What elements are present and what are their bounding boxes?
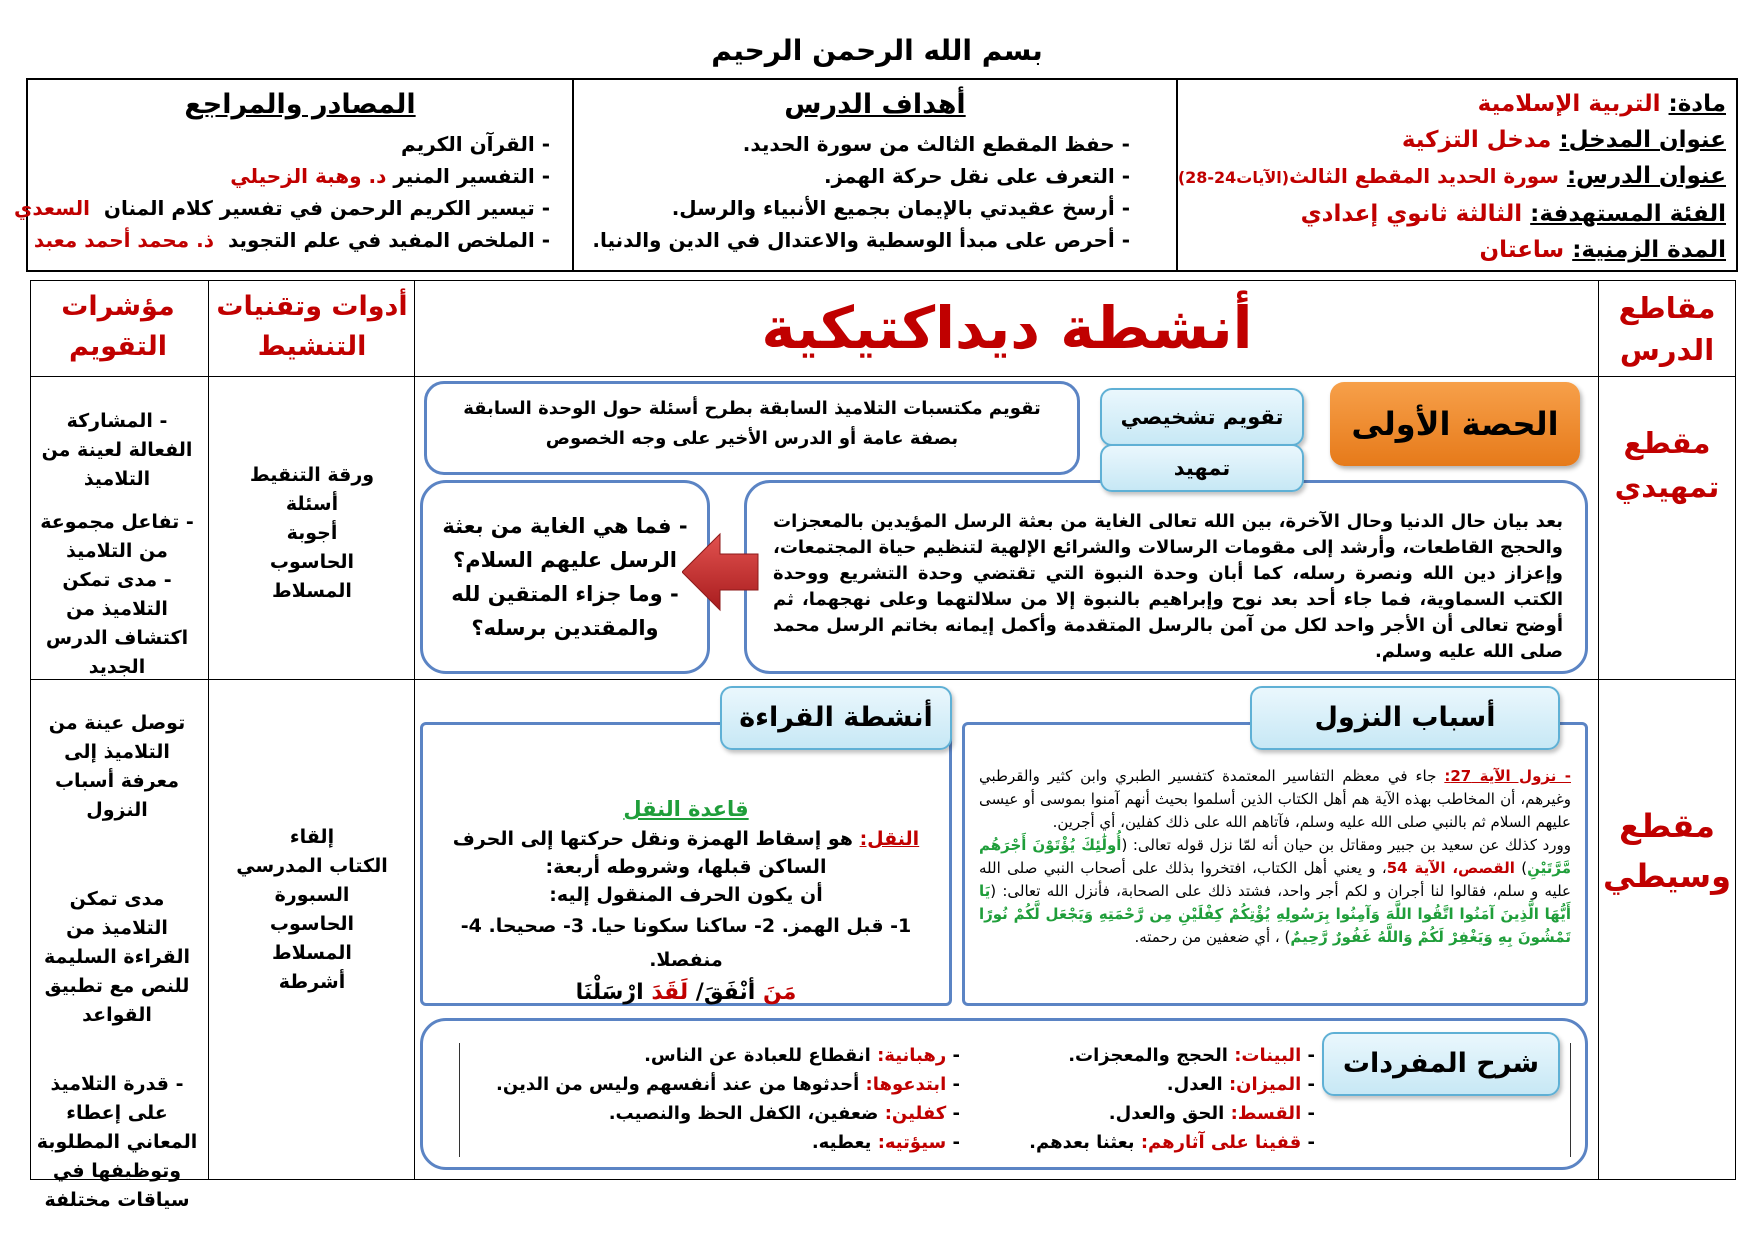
reference-title: - القرآن الكريم <box>401 132 550 156</box>
vocab-item: - البينات: الحجج والمعجزات. <box>1068 1045 1315 1066</box>
rule-definition <box>423 825 949 881</box>
subject-value: التربية الإسلامية <box>1477 91 1661 117</box>
red-arrow-icon <box>682 532 760 612</box>
revelation-reasons-text <box>965 725 1585 949</box>
vocabulary-list-right <box>975 1041 1315 1157</box>
goal-item: - أحرص على مبدأ الوسطية والاعتدال في الدين والدنيا. <box>592 228 1130 252</box>
row-divider <box>31 679 1735 680</box>
target-label: الفئة المستهدفة: <box>1530 201 1726 227</box>
tool-item: المسلاط <box>272 580 352 602</box>
evaluation-item: - تفاعل مجموعة من التلاميذ <box>40 511 194 562</box>
tool-item: الكتاب المدرسي <box>236 855 388 877</box>
reference-item <box>38 128 556 160</box>
goal-item: - التعرف على نقل حركة الهمز. <box>823 164 1130 188</box>
references-title: المصادر والمراجع <box>184 89 416 120</box>
tool-item: إلقاء <box>289 826 335 848</box>
questions-box <box>420 480 710 674</box>
segments-header: مقاطع الدرس <box>1618 291 1716 367</box>
example-word: مَنَ <box>762 980 797 1005</box>
lesson-verses: (الآيات24-28) <box>1177 168 1290 187</box>
intro-tools <box>219 461 405 606</box>
tool-item: السبورة <box>274 884 350 906</box>
vocab-item: - قفينا على آثارهم: بعثنا بعدهم. <box>1029 1132 1315 1153</box>
intro-segment-label: مقطع تمهيدي <box>1614 426 1720 504</box>
lesson-goals-cell <box>572 80 1176 270</box>
tools-header: أدوات وتقنيات التنشيط <box>216 291 408 362</box>
vocab-word: القسط: <box>1230 1103 1302 1124</box>
reference-item <box>38 160 556 192</box>
entry-label: عنوان المدخل: <box>1559 127 1726 153</box>
vocab-meaning: ضعفين، الكفل الحظ والنصيب. <box>608 1103 879 1124</box>
vocab-item: - ابتدعوها: أحدثوها من عند أنفسهم وليس من الدين. <box>496 1074 960 1095</box>
prep-box <box>744 480 1588 674</box>
example-word: لَقَدَ <box>651 980 689 1005</box>
vocab-meaning: أحدثوها من عند أنفسهم وليس من الدين. <box>496 1074 860 1095</box>
reasons-paragraph: وورد كذلك عن سعيد بن جبير ومقاتل بن حيان أنه لمّا نزل قوله تعالى: ( <box>1121 836 1571 854</box>
duration-line <box>1188 232 1726 268</box>
column-divider <box>414 281 415 1179</box>
goals-title: أهداف الدرس <box>784 89 966 120</box>
target-value: الثالثة ثانوي إعدادي <box>1300 201 1523 227</box>
vocab-item: - سيؤتيه: يعطيه. <box>811 1132 960 1153</box>
reading-box <box>420 722 952 1006</box>
verse-reference: القصص، الآية 54 <box>1386 859 1515 877</box>
reading-content <box>423 725 949 1009</box>
question-item: - وما جزاء المتقين لله والمقتدين برسله؟ <box>451 582 679 640</box>
duration-label: المدة الزمنية: <box>1572 237 1726 263</box>
references-cell <box>14 80 572 270</box>
vocab-meaning: انقطاع للعبادة عن الناس. <box>644 1045 871 1066</box>
vocab-word: قفينا على آثارهم: <box>1140 1132 1302 1153</box>
question-item: - فما هي الغاية من بعثة الرسل عليهم السلام؟ <box>442 514 688 572</box>
subject-label: مادة: <box>1668 91 1726 117</box>
rule-def: هو إسقاط الهمزة ونقل حركتها إلى الحرف الساكن قبلها، وشروطه أربعة: <box>452 828 853 878</box>
middle-evaluation <box>35 709 199 1215</box>
intro-evaluation <box>35 407 199 682</box>
middle-segment-label: مقطع وسيطي <box>1603 807 1731 895</box>
lesson-info-cell <box>1176 80 1736 270</box>
lesson-value: سورة الحديد المقطع الثالث <box>1289 164 1559 188</box>
tool-item: أسئلة <box>285 493 339 515</box>
entry-value: مدخل التزكية <box>1401 127 1552 153</box>
lesson-line <box>1177 158 1726 196</box>
tool-item: أجوبة <box>286 522 338 544</box>
vocab-meaning: الحجج والمعجزات. <box>1068 1045 1228 1066</box>
diagnostic-tab: تقويم تشخيصي <box>1100 388 1304 446</box>
row-divider <box>31 376 1735 377</box>
reasons-paragraph: ) <box>1521 859 1528 877</box>
rule-condition: أن يكون الحرف المنقول إليه: <box>549 884 823 906</box>
vocab-word: البينات: <box>1234 1045 1302 1066</box>
tool-item: ورقة التنقيط <box>249 464 375 486</box>
evaluation-item: توصل عينة من التلاميذ إلى معرفة أسباب النزول <box>48 712 186 821</box>
vocab-word: كفلين: <box>884 1103 947 1124</box>
reference-title: - الملخص المفيد في علم التجويد <box>227 228 550 252</box>
tool-item: الحاسوب <box>269 913 355 935</box>
goal-item: - أرسخ عقيدتي بالإيمان بجميع الأنبياء والرسل. <box>671 196 1130 220</box>
revelation-reasons-tab: أسباب النزول <box>1250 686 1560 750</box>
vocabulary-list-left <box>460 1041 960 1157</box>
tool-item: أشرطة <box>278 971 346 993</box>
prep-tab: تمهيد <box>1100 444 1304 492</box>
evaluation-item: - مدى تمكن التلاميذ من اكتشاف الدرس الجديد <box>45 569 189 678</box>
column-divider <box>208 281 209 1179</box>
middle-tools <box>219 823 405 997</box>
activities-header: أنشطة ديداكتيكية <box>761 294 1253 362</box>
vocab-word: سيؤتيه: <box>877 1132 947 1153</box>
duration-value: ساعتان <box>1479 237 1565 263</box>
vocab-word: رهبانية: <box>877 1045 947 1066</box>
evaluation-item: - قدرة التلاميذ على إعطاء المعاني المطلوبة وتوظيفها في سياقات مختلفة <box>36 1073 198 1211</box>
vocab-meaning: بعثنا بعدهم. <box>1029 1132 1135 1153</box>
first-session-label: الحصة الأولى <box>1330 382 1580 466</box>
verse-27-label: - نزول الآية 27: <box>1444 767 1571 785</box>
entry-line <box>1188 122 1726 158</box>
rule-title: قاعدة النقل <box>623 797 749 821</box>
target-line <box>1188 196 1726 232</box>
evaluation-item: - المشاركة الفعالة لعينة من التلاميذ <box>41 410 193 490</box>
diagnostic-text: تقويم مكتسبات التلاميذ السابقة بطرح أسئلة حول الوحدة السابقة بصفة عامة أو الدرس الأخير على وجه الخصوص <box>463 398 1041 449</box>
vocab-meaning: يعطيه. <box>811 1132 872 1153</box>
diagnostic-box <box>424 381 1080 475</box>
vocab-item: - الميزان: العدل. <box>1166 1074 1315 1095</box>
vocabulary-tab: شرح المفردات <box>1322 1032 1560 1096</box>
rule-label: النقل: <box>859 828 920 850</box>
reasons-paragraph: ، و يعني أهل الكتاب، افتخروا بذلك على أصحاب النبي صلى الله عليه و سلم، فقالوا لنا أجران و لكم أجر واحد، فشتد ذلك على الصحابة، فأنزل الله تعالى: ( <box>979 859 1571 900</box>
quran-verse: أُولَٰئِكَ يُؤْتَوْنَ أَجْرَهُم مَّرَّتَيْنِ <box>979 836 1571 877</box>
reading-activities-tab: أنشطة القراءة <box>720 686 952 750</box>
reference-author: ذ. محمد أحمد معبد <box>33 228 215 252</box>
revelation-reasons-box <box>962 722 1588 1006</box>
quran-verse: يَا أَيُّهَا الَّذِينَ آمَنُوا اتَّقُوا اللَّهَ وَآمِنُوا بِرَسُولِهِ يُؤْتِكُمْ كِفْلَيْنِ مِن رَّحْمَتِهِ وَيَجْعَل لَّكُمْ نُورًا تَمْشُونَ بِهِ وَيَغْفِرْ لَكُمْ وَاللَّهُ غَفُورٌ رَّحِيمٌ <box>979 882 1571 946</box>
vocab-item: - القسط: الحق والعدل. <box>1108 1103 1315 1124</box>
lesson-header-table <box>14 78 1738 272</box>
tool-item: الحاسوب <box>269 551 355 573</box>
goal-item: - حفظ المقطع الثالث من سورة الحديد. <box>742 132 1130 156</box>
prep-text: بعد بيان حال الدنيا وحال الآخرة، بين الله تعالى الغاية من بعثة الرسل المؤيدين بالمعجزات والحجج القاطعات، وأرشد إلى مقومات الرسالات والشرائع الإلهية لتنظيم حياة المجتمعات، وإعزاز دين الله ونصرة رسله، كما أبان وحدة النبوة التي تقتضي وحدة التشريع ووحدة الكتب السماوية، فما جاء أحد بعد نوح وإبراهيم بالنبوة إلا من سلالتهما وعلى نهجهما، ثم أوضح تعالى أن الأجر واحد لكل من آمن بالرسل المتقدمة وأكمل إيمانه بخاتم الرسل محمد صلى الله عليه وسلم. <box>773 511 1563 662</box>
lesson-label: عنوان الدرس: <box>1566 163 1726 189</box>
evaluation-header: مؤشرات التقويم <box>61 291 175 362</box>
rule-example <box>423 977 949 1009</box>
rule-list: 1- قبل الهمز. 2- ساكنا سكونا حيا. 3- صحيحا. 4- منفصلا. <box>460 915 912 971</box>
vocab-word: الميزان: <box>1228 1074 1302 1095</box>
vocab-item: - كفلين: ضعفين، الكفل الحظ والنصيب. <box>608 1103 960 1124</box>
reference-item <box>14 192 556 224</box>
reasons-paragraph: ) ، أي ضعفين من رحمته. <box>1134 928 1291 946</box>
evaluation-item: مدى تمكن التلاميذ من القراءة السليمة للنص مع تطبيق القواعد <box>44 888 190 1026</box>
vocab-meaning: الحق والعدل. <box>1108 1103 1225 1124</box>
reasons-paragraph: جاء في معظم التفاسير المعتمدة كتفسير الطبري وابن كثير والقرطبي وغيرهم، أن المخاطب بهذه الآية هم أهل الكتاب الذين أسلموا بحيث أنهم آمنوا بموسى أو عيسى عليهم السلام ثم بالنبي صلى الله عليه وسلم، فآتاهم الله على ذلك كفلين، أي أجرين. <box>979 767 1571 831</box>
vocab-item: - رهبانية: انقطاع للعبادة عن الناس. <box>644 1045 960 1066</box>
tool-item: المسلاط <box>272 942 352 964</box>
example-word: أنْفَقَ/ <box>695 980 756 1005</box>
basmala: بسم الله الرحمن الرحيم <box>711 34 1043 67</box>
reference-title: - التفسير المنير <box>393 164 550 188</box>
reference-title: - تيسير الكريم الرحمن في تفسير كلام المنان <box>103 196 550 220</box>
reference-author: د. وهبة الزحيلي <box>230 164 387 188</box>
reference-item <box>33 224 556 256</box>
example-word: ارْسَلْنَا <box>575 980 644 1005</box>
column-divider <box>1598 281 1599 1179</box>
questions-text <box>423 483 707 645</box>
vocab-meaning: العدل. <box>1166 1074 1223 1095</box>
reference-author: السعدي <box>14 196 90 220</box>
subject-line <box>1188 86 1726 122</box>
vocab-word: ابتدعوها: <box>865 1074 947 1095</box>
